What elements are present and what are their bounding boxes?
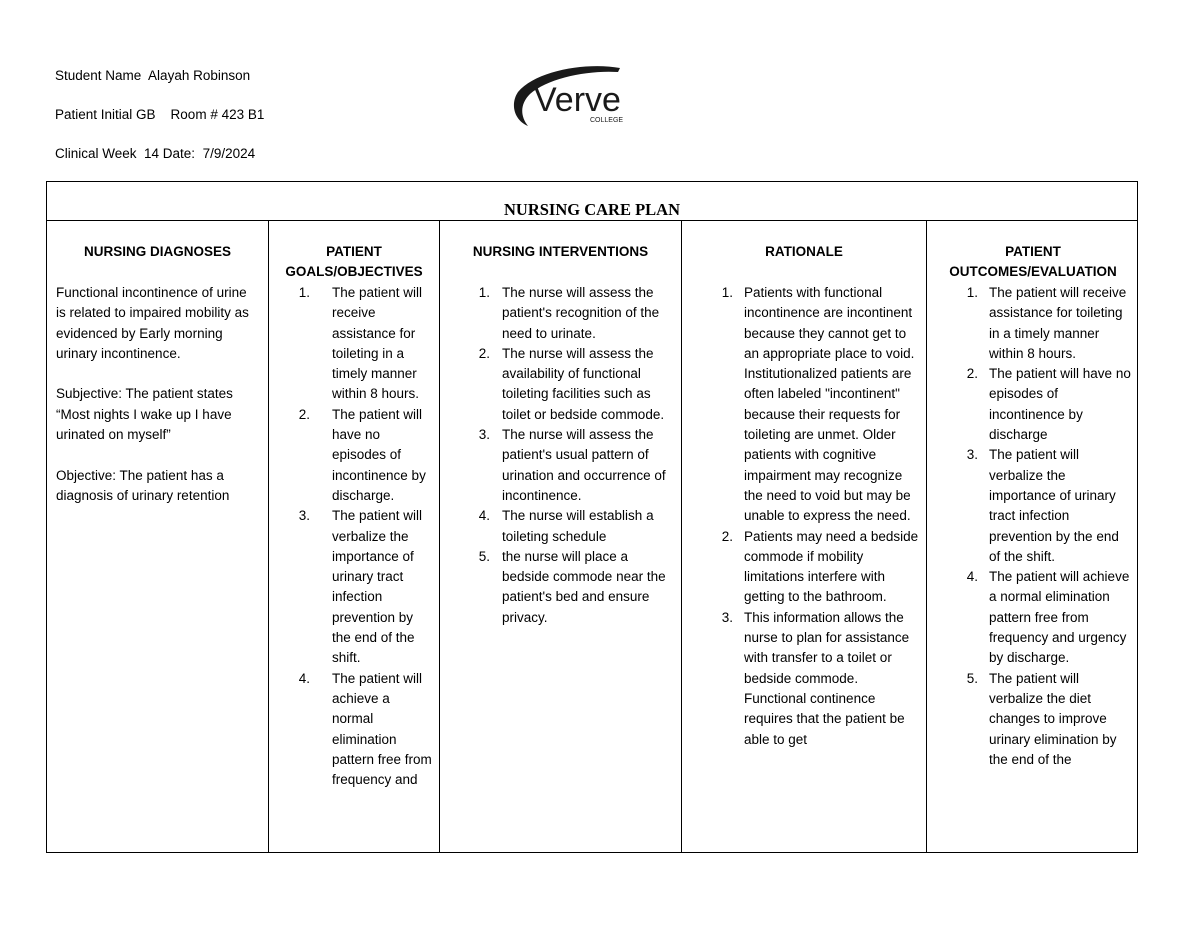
diagnosis-statement: Functional incontinence of urine is related to impaired mobility as evidenced by Early morning urinary incontinence.: [56, 285, 249, 361]
list-item: 2. Patients may need a bedside commode if mobility limitations interfere with getting to the bathroom.: [721, 528, 919, 605]
list-item: 4. The patient will achieve a normal elimination pattern free from frequency and: [298, 670, 432, 788]
column-nursing-diagnoses: [47, 220, 268, 853]
list-item: 5. the nurse will place a bedside commode near the patient's bed and ensure privacy.: [478, 548, 666, 625]
outcomes-list: [927, 283, 1139, 770]
column-rationale: [681, 220, 926, 853]
list-item: 1. The patient will receive assistance for toileting in a timely manner within 8 hours.: [966, 285, 1127, 361]
column-header: NURSING INTERVENTIONS: [472, 244, 649, 259]
rationale-list: [682, 283, 926, 750]
logo-wordmark: Verve: [534, 81, 621, 119]
list-item: 2. The patient will have no episodes of incontinence by discharge: [966, 366, 1131, 443]
column-nursing-interventions: [439, 220, 681, 853]
logo-subtext: COLLEGE: [590, 117, 624, 124]
interventions-list: [440, 283, 681, 628]
list-item: 1. The patient will receive assistance for toileting in a timely manner within 8 hours.: [298, 285, 423, 402]
patient-room-line: Patient Initial GB Room # 423 B1: [55, 107, 265, 122]
column-header: PATIENT OUTCOMES/EVALUATION: [949, 244, 1117, 279]
clinical-week-line: Clinical Week 14 Date: 7/9/2024: [55, 146, 256, 161]
objective-data: Objective: The patient has a diagnosis of urinary retention: [56, 467, 230, 503]
list-item: 4. The nurse will establish a toileting schedule: [478, 508, 654, 544]
column-header: NURSING DIAGNOSES: [83, 244, 232, 259]
list-item: 1. The nurse will assess the patient's recognition of the need to urinate.: [478, 285, 660, 341]
student-name-line: Student Name Alayah Robinson: [55, 68, 251, 83]
column-patient-goals: [268, 220, 439, 853]
subjective-data: Subjective: The patient states “Most nights I wake up I have urinated on myself”: [56, 386, 233, 443]
nursing-care-plan-table: [46, 181, 1138, 853]
list-item: 3. The patient will verbalize the importance of urinary tract infection prevention by the end of the shift.: [966, 447, 1119, 564]
list-item: 2. The patient will have no episodes of incontinence by discharge.: [298, 406, 426, 503]
care-plan-title: NURSING CARE PLAN: [503, 200, 680, 219]
goals-list: [269, 283, 439, 790]
verve-college-logo: [508, 64, 638, 134]
list-item: 3. The nurse will assess the patient's usual pattern of urination and occurrence of incontinence.: [478, 427, 666, 503]
list-item: 2. The nurse will assess the availability of functional toileting facilities such as toilet or bedside commode.: [478, 345, 665, 422]
column-patient-outcomes: [926, 220, 1139, 853]
list-item: 3. This information allows the nurse to plan for assistance with transfer to a toilet or bedside commode. Functional continence requires that the patient be able to get: [721, 609, 910, 747]
list-item: 3. The patient will verbalize the importance of urinary tract infection prevention by the end of the shift.: [298, 508, 423, 666]
column-header: RATIONALE: [765, 244, 843, 259]
list-item: 5. The patient will verbalize the diet changes to improve urinary elimination by the end of the: [966, 670, 1117, 767]
list-item: 1. Patients with functional incontinence are incontinent because they cannot get to an appropriate place to void. Institutionalized patients are often labeled "incontinent" because their requests for toileting are unmet. Older patients with cognitive impairment may recognize the need to void but may be unable to express the need.: [721, 285, 915, 524]
list-item: 4. The patient will achieve a normal elimination pattern free from frequency and urgency by discharge.: [966, 569, 1130, 666]
diagnosis-body: [47, 283, 268, 527]
column-header: PATIENT GOALS/OBJECTIVES: [285, 244, 423, 279]
table-bottom-border: [46, 852, 1138, 853]
